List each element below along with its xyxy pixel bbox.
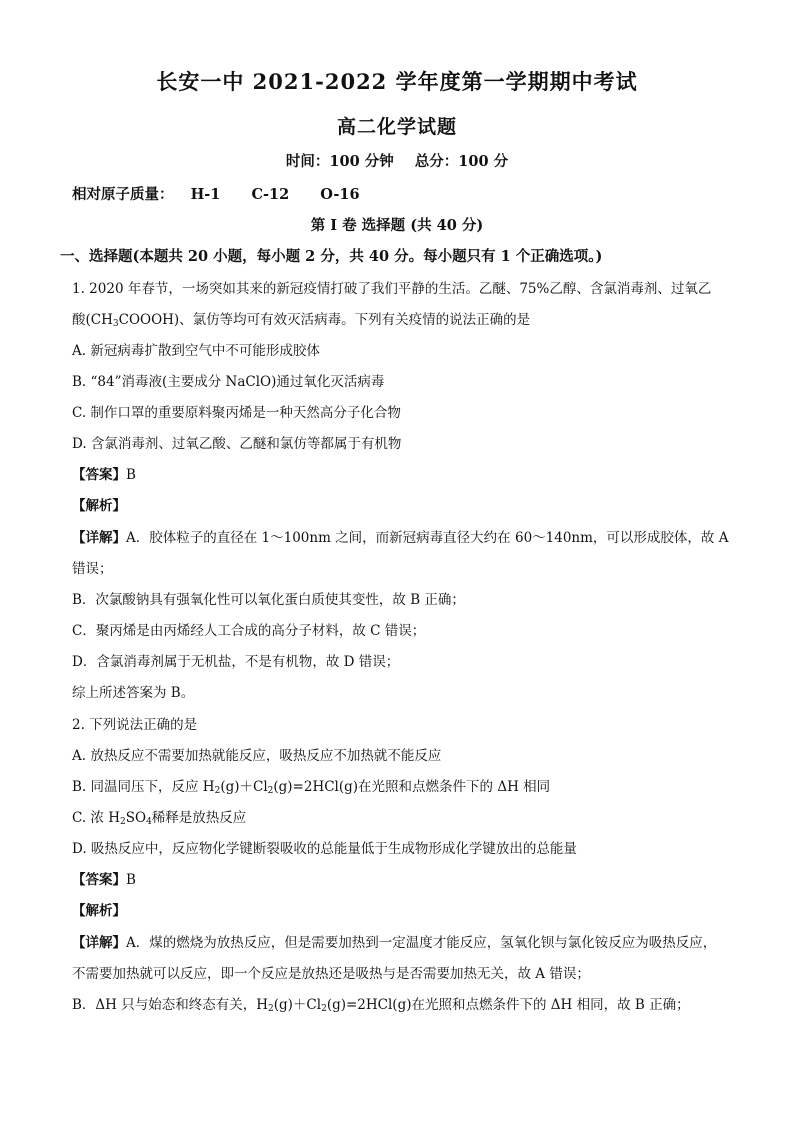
- q1-analysis-tag: 【解析】: [72, 498, 126, 514]
- exam-subject: 高二化学试题: [336, 116, 457, 138]
- q1-option-d: D. 含氯消毒剂、过氧乙酸、乙醚和氯仿等都属于有机物: [72, 436, 402, 452]
- q2-analysis-tag: 【解析】: [72, 903, 126, 919]
- exam-total-score: 总分：100 分: [414, 153, 509, 170]
- q2-detail-line1: 【详解】A．煤的燃烧为放热反应，但是需要加热到一定温度才能反应，氢氧化钡与氯化铵反应为吸热反应，: [72, 935, 717, 951]
- q2-option-a: A. 放热反应不需要加热就能反应，吸热反应不加热就不能反应: [72, 748, 442, 764]
- answer-value: B: [126, 872, 136, 888]
- answer-value: B: [126, 467, 136, 483]
- atomic-mass-c: C-12: [251, 186, 290, 203]
- atomic-mass-o: O-16: [320, 186, 360, 203]
- exam-time: 时间：100 分钟: [285, 153, 394, 170]
- q1-option-c: C. 制作口罩的重要原料聚丙烯是一种天然高分子化合物: [72, 405, 401, 421]
- section-instruction: 一、选择题(本题共 20 小题，每小题 2 分，共 40 分。每小题只有 1 个正确选项。): [60, 248, 603, 265]
- atomic-mass-h: H-1: [190, 186, 221, 203]
- q1-answer: [72, 463, 136, 483]
- atomic-mass-label: 相对原子质量：: [72, 186, 174, 203]
- exam-title: 长安一中 2021-2022 学年度第一学期期中考试: [156, 69, 638, 94]
- q1-stem-line2: 酸$(CH_3COOOH)$、氯仿等均可有效灭活病毒。下列有关疫情的说法正确的是: [72, 312, 531, 329]
- section-title: 第 I 卷 选择题 (共 40 分): [310, 217, 484, 234]
- q2-option-c: C. 浓 $H_2SO_4$稀释是放热反应: [72, 810, 247, 827]
- answer-tag: 【答案】: [72, 872, 126, 888]
- q2-stem: 2. 下列说法正确的是: [72, 717, 198, 733]
- q1-summary: 综上所述答案为 B。: [72, 685, 195, 701]
- q1-stem-line1: 1. 2020 年春节，一场突如其来的新冠疫情打破了我们平静的生活。乙醚、75%乙醇、含氯消毒剂、过氧乙: [72, 281, 712, 297]
- q1-option-b: B. “84”消毒液(主要成分 NaClO)通过氧化灭活病毒: [72, 374, 385, 390]
- q1-detail-d: D．含氯消毒剂属于无机盐，不是有机物，故 D 错误；: [72, 654, 400, 670]
- q2-answer: [72, 868, 136, 888]
- answer-tag: 【答案】: [72, 467, 126, 483]
- q2-option-d: D. 吸热反应中，反应物化学键断裂吸收的总能量低于生成物形成化学键放出的总能量: [72, 841, 577, 857]
- q1-detail-c: C．聚丙烯是由丙烯经人工合成的高分子材料，故 C 错误；: [72, 623, 426, 639]
- q2-detail-line2: 不需要加热就可以反应，即一个反应是放热还是吸热与是否需要加热无关，故 A 错误；: [72, 966, 590, 982]
- q1-detail-line2: 错误；: [72, 561, 113, 577]
- q1-detail-b: B．次氯酸钠具有强氧化性可以氧化蛋白质使其变性，故 B 正确；: [72, 592, 465, 608]
- q2-option-b: B. 同温同压下，反应 $H_2(g)+Cl_2(g)=2HCl(g)$在光照和点燃条件下的 ΔH 相同: [72, 779, 551, 796]
- exam-time-score: [0, 150, 794, 171]
- atomic-mass-line: [72, 183, 386, 204]
- q1-detail-line1: 【详解】A．胶体粒子的直径在 1～100nm 之间，而新冠病毒直径大约在 60～140nm，可以形成胶体，故 A: [72, 530, 729, 546]
- q1-option-a: A. 新冠病毒扩散到空气中不可能形成胶体: [72, 343, 320, 359]
- q2-detail-b: B．ΔH 只与始态和终态有关，$H_2(g)+Cl_2(g)=2HCl(g)$在光照和点燃条件下的 ΔH 相同，故 B 正确；: [72, 997, 690, 1014]
